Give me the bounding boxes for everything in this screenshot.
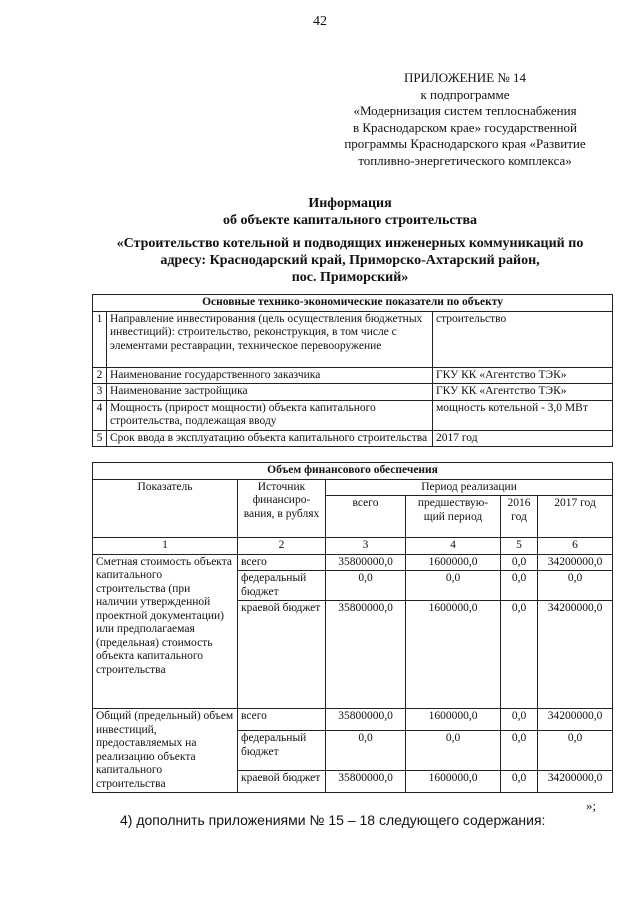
total-cell: 35800000,0 bbox=[326, 554, 406, 571]
column-number: 1 bbox=[93, 538, 238, 555]
object-title-line: адресу: Краснодарский край, Приморско-Ахтарский район, bbox=[160, 253, 540, 268]
info-title-line: об объекте капитального строительства bbox=[222, 213, 478, 228]
column-header-indicator: Показатель bbox=[93, 479, 238, 538]
row-number: 1 bbox=[93, 311, 107, 367]
total-cell: 35800000,0 bbox=[326, 771, 406, 793]
appendix-line: топливно-энергетического комплекса» bbox=[358, 152, 572, 168]
year-2017-cell: 34200000,0 bbox=[538, 709, 613, 731]
year-2016-cell: 0,0 bbox=[501, 571, 538, 601]
previous-cell: 0,0 bbox=[406, 571, 501, 601]
previous-cell: 1600000,0 bbox=[406, 709, 501, 731]
year-2016-cell: 0,0 bbox=[501, 709, 538, 731]
table-row bbox=[93, 463, 613, 480]
indicator-name: Мощность (прирост мощности) объекта капитального строительства, подлежащая вводу bbox=[107, 400, 433, 430]
table-row bbox=[93, 384, 613, 401]
source-cell: всего bbox=[238, 554, 326, 571]
column-header-2017: 2017 год bbox=[538, 496, 613, 538]
year-2016-cell: 0,0 bbox=[501, 601, 538, 709]
column-header-source: Источник финансиро-вания, в рублях bbox=[238, 479, 326, 538]
year-2017-cell: 34200000,0 bbox=[538, 554, 613, 571]
table-row bbox=[93, 709, 613, 731]
previous-cell: 0,0 bbox=[406, 731, 501, 771]
total-cell: 35800000,0 bbox=[326, 601, 406, 709]
appendix-line: ПРИЛОЖЕНИЕ № 14 bbox=[403, 70, 527, 85]
total-cell: 35800000,0 bbox=[326, 709, 406, 731]
appendix-line: к подпрограмме bbox=[420, 86, 510, 102]
previous-cell: 1600000,0 bbox=[406, 554, 501, 571]
year-2016-cell: 0,0 bbox=[501, 771, 538, 793]
indicator-name: Наименование застройщика bbox=[107, 384, 433, 401]
indicator-value: ГКУ КК «Агентство ТЭК» bbox=[433, 367, 613, 384]
column-header-period: Период реализации bbox=[326, 479, 613, 496]
row-number: 2 bbox=[93, 367, 107, 384]
object-title-line: «Строительство котельной и подводящих инженерных коммуникаций по bbox=[116, 236, 584, 251]
total-cell: 0,0 bbox=[326, 571, 406, 601]
year-2017-cell: 0,0 bbox=[538, 731, 613, 771]
source-cell: краевой бюджет bbox=[238, 771, 326, 793]
year-2017-cell: 0,0 bbox=[538, 571, 613, 601]
column-header-total: всего bbox=[326, 496, 406, 538]
year-2017-cell: 34200000,0 bbox=[538, 601, 613, 709]
source-cell: всего bbox=[238, 709, 326, 731]
table-row bbox=[93, 295, 613, 312]
year-2016-cell: 0,0 bbox=[501, 554, 538, 571]
appendix-line: «Модернизация систем теплоснабжения bbox=[353, 103, 577, 118]
info-title bbox=[90, 195, 610, 229]
indicator-cell: Общий (предельный) объем инвестиций, предоставляемых на реализацию объекта капитального строительства bbox=[93, 709, 238, 793]
column-number: 2 bbox=[238, 538, 326, 555]
table-row bbox=[93, 479, 613, 496]
column-number: 5 bbox=[501, 538, 538, 555]
column-header-2016: 2016 год bbox=[501, 496, 538, 538]
item-4-text: 4) дополнить приложениями № 15 – 18 следующего содержания: bbox=[120, 812, 546, 828]
row-number: 4 bbox=[93, 400, 107, 430]
indicator-name: Направление инвестирования (цель осуществления бюджетных инвестиций): строительство, реконструкция, в том числе с элементами реставрации, техническое перевооружение bbox=[107, 311, 433, 367]
appendix-line: в Краснодарском крае» государственной bbox=[353, 119, 577, 135]
indicator-value: строительство bbox=[433, 311, 613, 367]
table-row bbox=[93, 367, 613, 384]
page-number: 42 bbox=[313, 14, 327, 29]
tech-table-header: Основные технико-экономические показатели по объекту bbox=[93, 295, 613, 312]
row-number: 3 bbox=[93, 384, 107, 401]
object-title bbox=[90, 235, 610, 286]
column-number: 6 bbox=[538, 538, 613, 555]
indicator-value: ГКУ КК «Агентство ТЭК» bbox=[433, 384, 613, 401]
info-title-line: Информация bbox=[308, 196, 392, 211]
year-2016-cell: 0,0 bbox=[501, 731, 538, 771]
tech-indicators-table bbox=[92, 294, 613, 447]
indicator-name: Срок ввода в эксплуатацию объекта капитального строительства bbox=[107, 430, 433, 447]
column-number: 3 bbox=[326, 538, 406, 555]
table-row bbox=[93, 311, 613, 367]
previous-cell: 1600000,0 bbox=[406, 601, 501, 709]
indicator-value: мощность котельной - 3,0 МВт bbox=[433, 400, 613, 430]
column-header-previous: предшествую-щий период bbox=[406, 496, 501, 538]
table-row bbox=[93, 554, 613, 571]
table-row bbox=[93, 430, 613, 447]
table-row bbox=[93, 538, 613, 555]
indicator-value: 2017 год bbox=[433, 430, 613, 447]
column-number: 4 bbox=[406, 538, 501, 555]
row-number: 5 bbox=[93, 430, 107, 447]
indicator-cell: Сметная стоимость объекта капитального строительства (при наличии утвержденной проектной документации) или предполагаемая (предельная) стоимость объекта капитального строительства bbox=[93, 554, 238, 709]
year-2017-cell: 34200000,0 bbox=[538, 771, 613, 793]
closing-quote: »; bbox=[586, 798, 597, 813]
indicator-name: Наименование государственного заказчика bbox=[107, 367, 433, 384]
appendix-line: программы Краснодарского края «Развитие bbox=[344, 136, 586, 151]
financing-table-header: Объем финансового обеспечения bbox=[93, 463, 613, 480]
financing-table bbox=[92, 462, 613, 793]
source-cell: федеральный бюджет bbox=[238, 571, 326, 601]
source-cell: федеральный бюджет bbox=[238, 731, 326, 771]
previous-cell: 1600000,0 bbox=[406, 771, 501, 793]
appendix-header bbox=[300, 70, 630, 169]
object-title-line: пос. Приморский» bbox=[291, 270, 409, 285]
table-row bbox=[93, 400, 613, 430]
total-cell: 0,0 bbox=[326, 731, 406, 771]
source-cell: краевой бюджет bbox=[238, 601, 326, 709]
